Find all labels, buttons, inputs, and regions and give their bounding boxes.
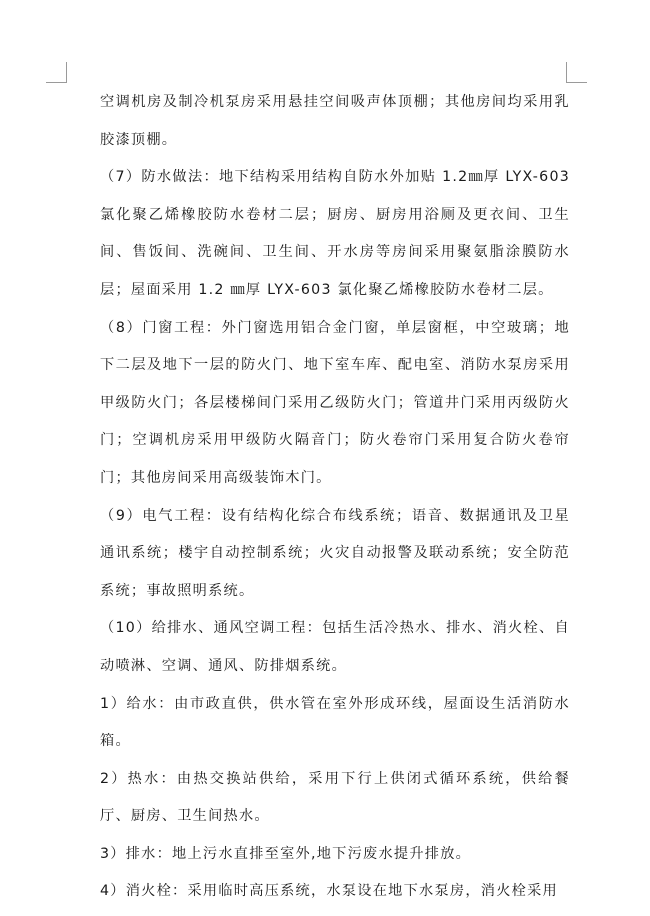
paragraph-hot-water: 2）热水：由热交换站供给，采用下行上供闭式循环系统，供给餐厅、厨房、卫生间热水。 — [100, 770, 570, 825]
paragraph-ceiling: 空调机房及制冷机泵房采用悬挂空间吸声体顶棚；其他房间均采用乳胶漆顶棚。 — [100, 94, 570, 148]
paragraph-plumbing-hvac: （10）给排水、通风空调工程：包括生活冷热水、排水、消火栓、自动喷淋、空调、通风、防排烟系统。 — [100, 620, 570, 674]
paragraph-drainage: 3）排水：地上污水直排至室外,地下污废水提升排放。 — [100, 845, 472, 862]
paragraph-doors-windows: （8）门窗工程：外门窗选用铝合金门窗，单层窗框，中空玻璃；地下二层及地下一层的防火门、地下室车库、配电室、消防水泵房采用甲级防火门；各层楼梯间门采用乙级防火门；管道井门采用丙级防火门；空调机房采用甲级防火隔音门；防火卷帘门采用复合防火卷帘门；其他房间采用高级装饰木门。 — [100, 319, 570, 486]
document-body — [100, 84, 570, 911]
top-right-margin-mark — [566, 62, 587, 83]
paragraph-electrical: （9）电气工程：设有结构化综合布线系统；语音、数据通讯及卫星通讯系统；楼宇自动控制系统；火灾自动报警及联动系统；安全防范系统；事故照明系统。 — [100, 507, 570, 599]
paragraph-waterproofing: （7）防水做法：地下结构采用结构自防水外加贴 1.2㎜厚 LYX-603 氯化聚乙烯橡胶防水卷材二层；厨房、厨房用浴厕及更衣间、卫生间、售饭间、洗碗间、卫生间、开水房等房间采用聚氨脂涂膜防水层；屋面采用 1.2 ㎜厚 LYX-603 氯化聚乙烯橡胶防水卷材二层。 — [100, 169, 570, 298]
top-left-margin-mark — [46, 62, 67, 83]
paragraph-fire-hydrant: 4）消火栓：采用临时高压系统，水泵设在地下水泵房，消火栓采用 — [100, 883, 558, 900]
paragraph-water-supply: 1）给水：由市政直供，供水管在室外形成环线，屋面设生活消防水箱。 — [100, 695, 570, 750]
